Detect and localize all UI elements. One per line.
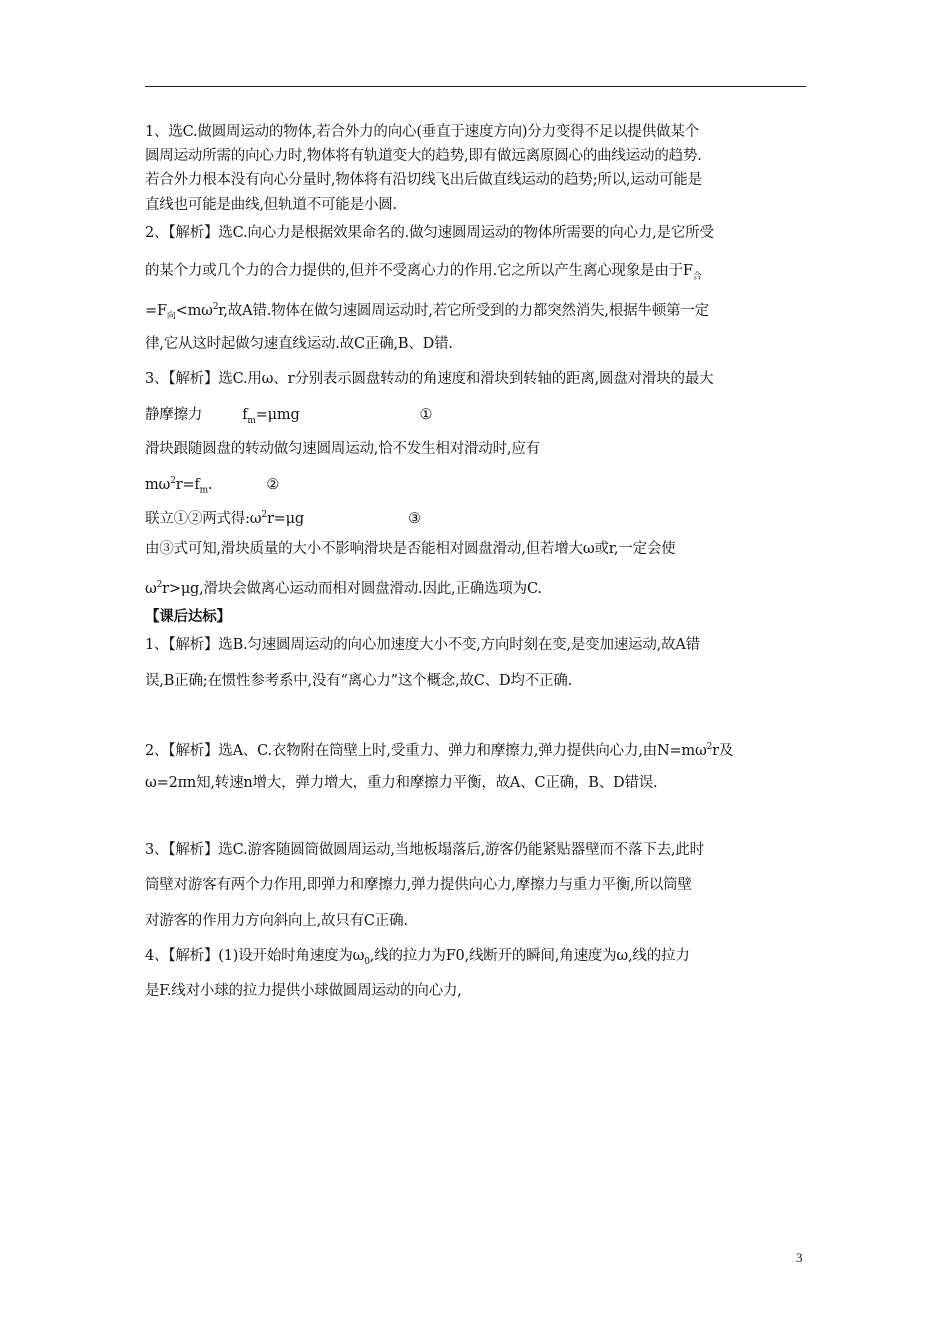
text-run: f xyxy=(242,407,248,423)
text-line: 误,B正确;在惯性参考系中,没有“离心力”这个概念,故C、D均不正确. xyxy=(145,673,573,689)
text-line: 筒壁对游客有两个力作用,即弹力和摩擦力,弹力提供向心力,摩擦力与重力平衡,所以筒壁 xyxy=(145,877,692,893)
text-line xyxy=(145,262,702,286)
text-line xyxy=(145,576,542,598)
text-line: 1、【解析】选B.匀速圆周运动的向心加速度大小不变,方向时刻在变,是变加速运动,故A错 xyxy=(145,637,700,653)
text-run: . xyxy=(207,476,213,493)
text-run: r>μg,滑块会做离心运动而相对圆盘滑动.因此,正确选项为C. xyxy=(162,580,542,597)
text-line xyxy=(145,506,421,528)
text-line: 3、【解析】选C.游客随圆筒做圆周运动,当地板塌落后,游客仍能紧贴器壁而不落下去,此时 xyxy=(145,842,704,858)
text-run: r,故A错.物体在做匀速圆周运动时,若它所受到的力都突然消失,根据牛顿第一定 xyxy=(218,302,709,319)
text-run: r及 xyxy=(712,742,734,759)
text-run: <mω xyxy=(175,302,213,319)
text-run: r=f xyxy=(175,476,200,493)
text-line xyxy=(145,738,733,760)
circled-number: ③ xyxy=(407,510,421,527)
superscript: 2 xyxy=(706,742,713,752)
text-line: 3、【解析】选C.用ω、r分别表示圆盘转动的角速度和滑块到转轴的距离,圆盘对滑块的最大 xyxy=(145,371,714,387)
text-run: 静摩擦力 xyxy=(145,407,203,423)
text-line: 1、选C.做圆周运动的物体,若合外力的向心(垂直于速度方向)分力变得不足以提供做某个 xyxy=(145,124,699,140)
superscript: 2 xyxy=(261,510,267,520)
subscript: 0 xyxy=(364,956,370,967)
circled-number: ① xyxy=(419,407,433,423)
text-line: 对游客的作用力方向斜向上,故只有C正确. xyxy=(145,913,408,929)
section-heading: 【课后达标】 xyxy=(145,609,231,625)
superscript: 2 xyxy=(212,302,219,312)
text-run: mω xyxy=(145,476,171,493)
text-line: 滑块跟随圆盘的转动做匀速圆周运动,恰不发生相对滑动时,应有 xyxy=(145,441,540,457)
text-line: 直线也可能是曲线,但轨道不可能是小圆. xyxy=(145,197,397,213)
subscript: 合 xyxy=(692,271,702,282)
text-line xyxy=(145,472,279,500)
text-run: 4、【解析】(1)设开始时角速度为ω xyxy=(145,948,365,964)
text-line: 是F.线对小球的拉力提供小球做圆周运动的向心力, xyxy=(145,983,462,999)
text-line: 由③式可知,滑块质量的大小不影响滑块是否能相对圆盘滑动,但若增大ω或r,一定会使 xyxy=(145,541,676,557)
subscript: 向 xyxy=(166,311,176,322)
text-run: 的某个力或几个力的合力提供的,但并不受离心力的作用.它之所以产生离心现象是由于F xyxy=(145,263,693,279)
header-rule xyxy=(145,86,806,87)
text-line: 律,它从这时起做匀速直线运动.故C正确,B、D错. xyxy=(145,336,453,352)
text-line: 若合外力根本没有向心分量时,物体将有沿切线飞出后做直线运动的趋势;所以,运动可能是 xyxy=(145,172,702,188)
text-run: ,线的拉力为F0,线断开的瞬间,角速度为ω,线的拉力 xyxy=(369,948,690,964)
subscript: m xyxy=(199,485,208,496)
superscript: 2 xyxy=(156,580,163,590)
circled-number: ② xyxy=(266,476,280,493)
text-run: 2、【解析】选A、C.衣物附在筒壁上时,受重力、弹力和摩擦力,弹力提供向心力,由N=mω xyxy=(145,742,707,759)
text-line xyxy=(145,947,690,971)
superscript: 2 xyxy=(170,476,176,486)
text-run: =μmg xyxy=(255,407,300,423)
text-run: r=μg xyxy=(266,510,304,527)
subscript: m xyxy=(247,415,256,426)
text-line: 2、【解析】选C.向心力是根据效果命名的.做匀速圆周运动的物体所需要的向心力,是它所受 xyxy=(145,225,714,241)
text-run: 联立①②两式得:ω xyxy=(145,510,262,527)
page-number: 3 xyxy=(796,1250,803,1265)
text-run: =F xyxy=(145,302,167,319)
text-line xyxy=(145,406,432,430)
text-line xyxy=(145,298,709,326)
text-line: ω=2πn知,转速n增大，弹力增大，重力和摩擦力平衡，故A、C正确，B、D错误. xyxy=(145,775,658,791)
text-run: ω xyxy=(145,580,157,597)
text-line: 圆周运动所需的向心力时,物体将有轨道变大的趋势,即有做远离原圆心的曲线运动的趋势. xyxy=(145,148,702,164)
